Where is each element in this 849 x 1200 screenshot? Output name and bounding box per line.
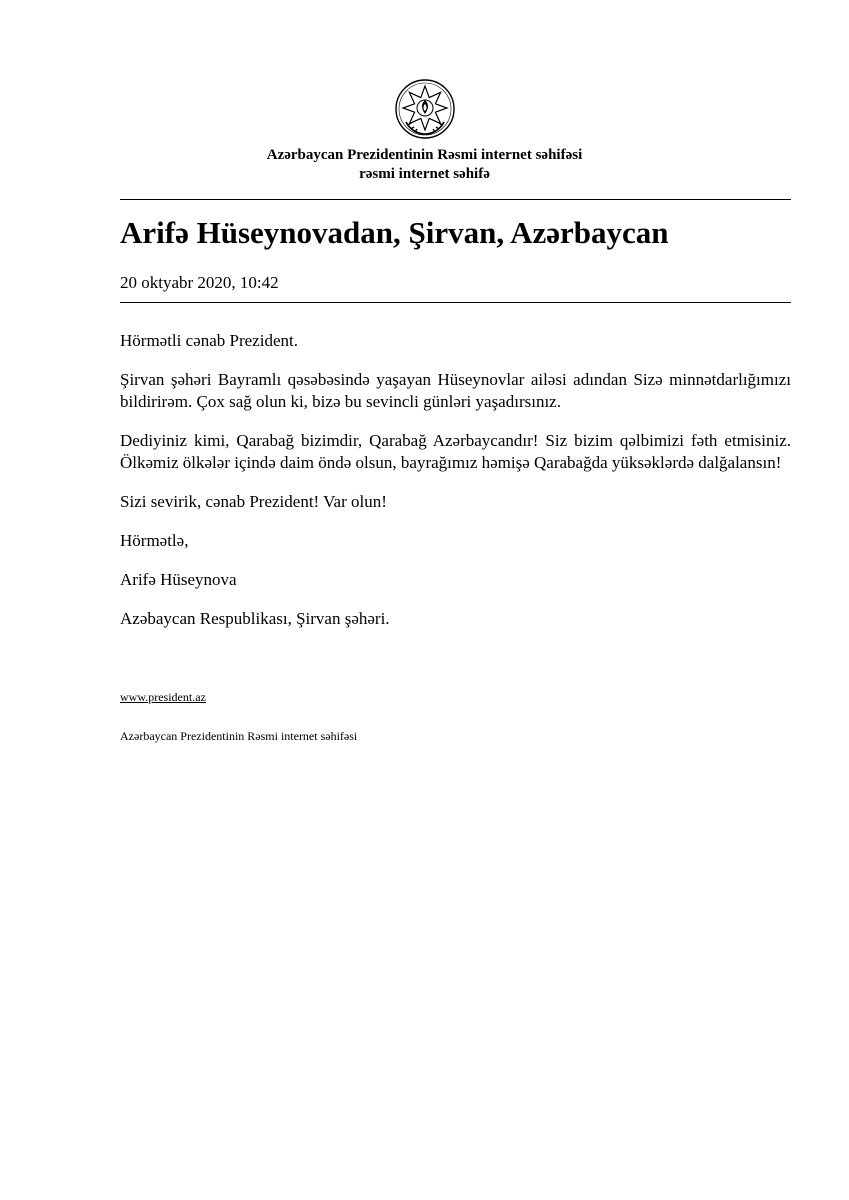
site-name: Azərbaycan Prezidentinin Rəsmi internet səhifəsi bbox=[266, 147, 583, 163]
page-header bbox=[0, 78, 849, 184]
paragraph: Dediyiniz kimi, Qarabağ bizimdir, Qarabağ Azərbaycandır! Siz bizim qəlbimizi fəth etmisiniz. Ölkəmiz ölkələr içində daim öndə olsun, bayrağımız həmişə Qarabağda yüksəklərdə dalğalansın! bbox=[120, 431, 791, 472]
publish-date: 20 oktyabr 2020, 10:42 bbox=[120, 273, 279, 292]
divider-bottom bbox=[120, 302, 791, 303]
website-link[interactable]: www.president.az bbox=[120, 690, 206, 704]
site-subtitle: rəsmi internet səhifə bbox=[359, 166, 490, 182]
footer-site-name: Azərbaycan Prezidentinin Rəsmi internet səhifəsi bbox=[120, 729, 358, 743]
closing: Hörmətlə, bbox=[120, 531, 189, 550]
azerbaijan-state-emblem-icon bbox=[394, 78, 456, 140]
article-body bbox=[120, 330, 791, 647]
paragraph: Sizi sevirik, cənab Prezident! Var olun! bbox=[120, 492, 387, 511]
divider-top bbox=[120, 199, 791, 200]
signature-location: Azəbaycan Respublikası, Şirvan şəhəri. bbox=[120, 609, 390, 628]
salutation: Hörmətli cənab Prezident. bbox=[120, 331, 298, 350]
page-title: Arifə Hüseynovadan, Şirvan, Azərbaycan bbox=[120, 215, 669, 250]
signature-name: Arifə Hüseynova bbox=[120, 570, 237, 589]
paragraph: Şirvan şəhəri Bayramlı qəsəbəsində yaşayan Hüseynovlar ailəsi adından Sizə minnətdarlığımızı bildirirəm. Çox sağ olun ki, bizə bu sevincli günləri yaşadırsınız. bbox=[120, 370, 791, 411]
